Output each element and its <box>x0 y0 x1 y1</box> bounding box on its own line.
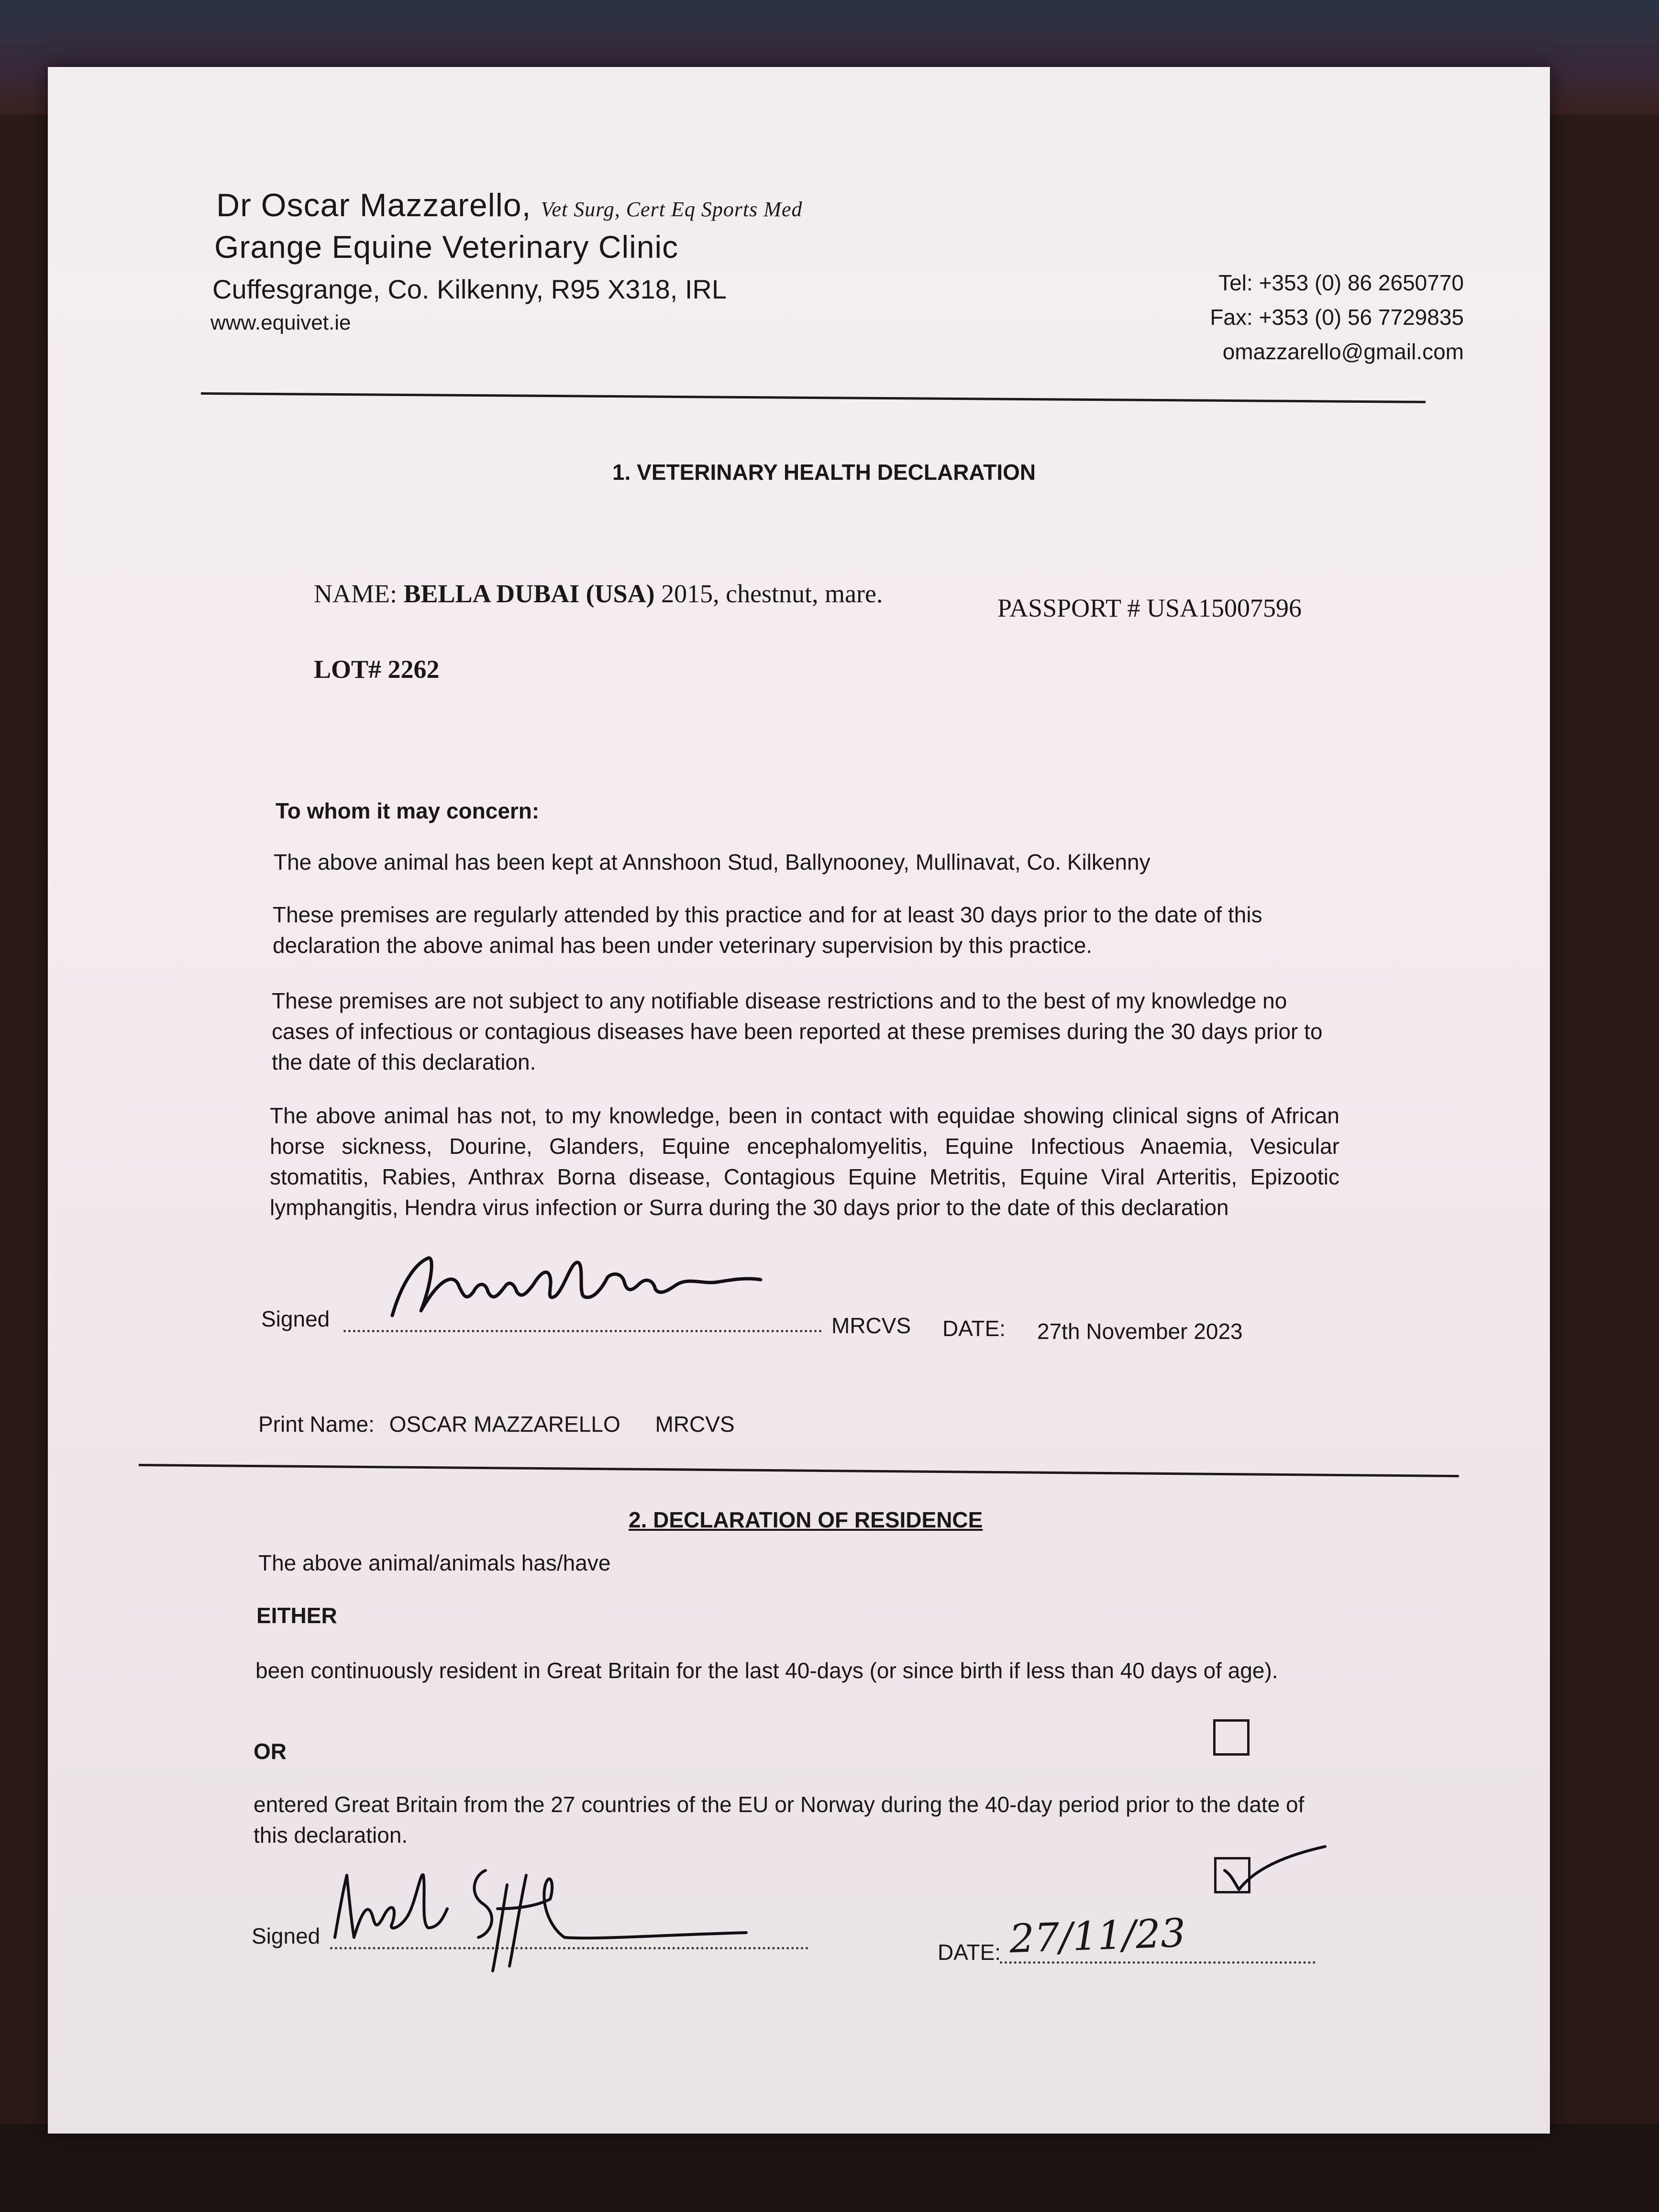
signed-label-2: Signed <box>252 1924 321 1948</box>
section1-title: 1. VETERINARY HEALTH DECLARATION <box>612 460 1036 485</box>
print-name-line <box>258 1411 735 1437</box>
paragraph-supervision: These premises are regularly attended by this practice and for at least 30 days prior to the date of this declaration the above animal has been under veterinary supervision by this practice. <box>273 902 1262 958</box>
header-divider <box>201 392 1426 403</box>
date-dotted-line-2 <box>1000 1961 1316 1964</box>
paragraph-kept-at: The above animal has been kept at Annshoon Stud, Ballynooney, Mullinavat, Co. Kilkenny <box>274 850 1150 874</box>
lot-number: 2262 <box>387 655 440 684</box>
clinic-name: Grange Equine Veterinary Clinic <box>214 229 679 265</box>
animal-name-line <box>314 579 883 608</box>
option-resident-text: been continuously resident in Great Britain for the last 40-days (or since birth if less than 40 days of age). <box>255 1658 1278 1683</box>
declaration-date: 27th November 2023 <box>1037 1319 1243 1344</box>
clinic-email: omazzarello@gmail.com <box>1222 339 1464 364</box>
passport-number: PASSPORT # USA15007596 <box>997 594 1302 622</box>
section2-title: 2. DECLARATION OF RESIDENCE <box>629 1507 983 1532</box>
lot-line <box>314 654 440 684</box>
clinic-address: Cuffesgrange, Co. Kilkenny, R95 X318, IRL <box>212 274 727 304</box>
signature-stroke-a <box>335 1875 447 1937</box>
option-resident-checkbox[interactable] <box>1213 1719 1250 1756</box>
clinic-fax: Fax: +353 (0) 56 7729835 <box>1210 305 1464 330</box>
handwritten-date: 27/11/23 <box>1008 1910 1186 1962</box>
signature-declarant <box>325 1856 828 1980</box>
clinic-tel: Tel: +353 (0) 86 2650770 <box>1218 270 1464 295</box>
date-label-2: DATE: <box>938 1940 1001 1965</box>
paragraph-restrictions: These premises are not subject to any notifiable disease restrictions and to the best of my knowledge no cases of infectious or contagious diseases have been reported at these premises during the 30 days prior to the date of this declaration. <box>272 988 1323 1074</box>
salutation: To whom it may concern: <box>276 798 540 823</box>
check-mark-icon <box>1206 1837 1330 1904</box>
signature-oscar-mazzarello <box>383 1244 775 1339</box>
or-label: OR <box>254 1739 287 1764</box>
print-name-suffix: MRCVS <box>655 1412 735 1437</box>
clinic-website: www.equivet.ie <box>210 311 351 334</box>
horse-name: BELLA DUBAI (USA) <box>403 579 655 608</box>
section-divider <box>139 1464 1459 1477</box>
declaration-sheet <box>48 67 1550 2134</box>
name-label: NAME: <box>314 579 397 608</box>
check-mark-stroke <box>1225 1847 1325 1890</box>
signature-stroke-b <box>474 1870 746 1971</box>
option-entered-text: entered Great Britain from the 27 countries of the EU or Norway during the 40-day period prior to the date of this declaration. <box>254 1792 1305 1847</box>
print-name-label: Print Name: <box>258 1412 375 1437</box>
either-label: EITHER <box>256 1603 337 1628</box>
signed-label-1: Signed <box>261 1306 330 1331</box>
lot-label: LOT# <box>314 655 382 684</box>
print-name-value: OSCAR MAZZARELLO <box>389 1412 620 1437</box>
date-label-1: DATE: <box>942 1316 1006 1341</box>
doctor-qualifications: Vet Surg, Cert Eq Sports Med <box>541 198 803 221</box>
signature-stroke <box>392 1258 761 1316</box>
horse-details: 2015, chestnut, mare. <box>661 579 883 608</box>
background-bottom <box>0 2124 1659 2212</box>
letterhead-doctor <box>216 187 802 224</box>
residence-intro: The above animal/animals has/have <box>258 1550 611 1575</box>
signed-suffix-mrcvs: MRCVS <box>831 1313 911 1338</box>
doctor-name: Dr Oscar Mazzarello, <box>216 187 531 223</box>
paragraph-contact: The above animal has not, to my knowledge, been in contact with equidae showing clinical signs of African horse sickness, Dourine, Glanders, Equine encephalomyelitis, Equine Infectious Anaemia, Vesicular stomatitis, Rabies, Anthrax Borna disease, Contagious Equine Metritis, Equine Viral Arteritis, Epizootic lymphangitis, Hendra virus infection or Surra during the 30 days prior to the date of this declaration <box>270 1103 1339 1220</box>
